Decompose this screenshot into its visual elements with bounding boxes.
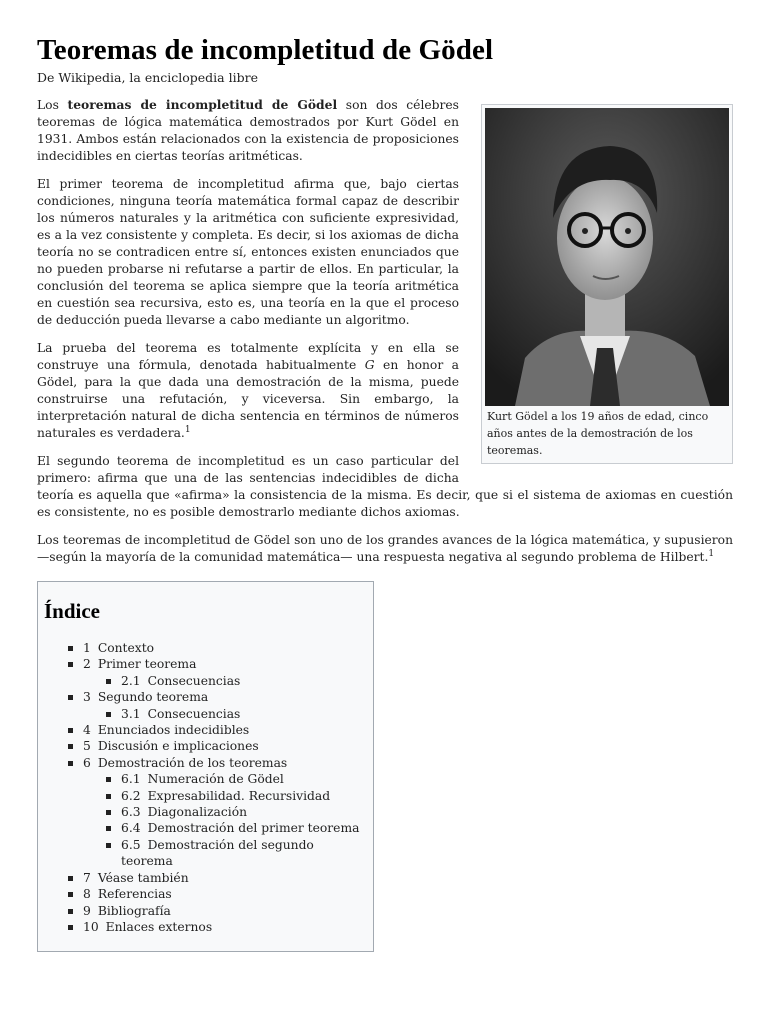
toc-item[interactable]: 4 Enunciados indecidibles [44,722,367,738]
toc-subitem[interactable]: 3.1 Consecuencias [44,706,367,722]
toc-subitem[interactable]: 6.4 Demostración del primer teorema [44,820,367,836]
article-subject: teoremas de incompletitud de Gödel [67,97,338,112]
toc-item[interactable]: 6 Demostración de los teoremas [44,755,367,771]
portrait-photo[interactable] [485,108,729,406]
toc-list [44,640,367,935]
toc-subitem[interactable]: 6.2 Expresabilidad. Recursividad [44,788,367,804]
toc-item[interactable]: 7 Véase también [44,870,367,886]
article [37,30,733,952]
intro-paragraph-1: Los teoremas de incompletitud de Gödel son dos célebres teoremas de lógica matemática demostrados por Kurt Gödel en 1931. Ambos están relacionados con la existencia de proposiciones indecidibles en ciertas teorías aritméticas. [37,97,459,163]
intro-paragraph-2: El primer teorema de incompletitud afirma que, bajo ciertas condiciones, ninguna teoría matemática formal capaz de describir los números naturales y la aritmética con suficiente expresividad, es a la vez consistente y completa. Es decir, si los axiomas de dicha teoría no se contradicen entre sí, entonces existen enunciados que no pueden probarse ni refutarse a partir de ellos. En particular, la conclusión del teorema se aplica siempre que la teoría aritmética en cuestión sea recursiva, esto es, una teoría en la que el proceso de deducción pueda llevarse a cabo mediante un algoritmo. [37,177,459,327]
figure-caption: Kurt Gödel a los 19 años de edad, cinco años antes de la demostración de los teoremas. [487,410,709,457]
toc-item[interactable]: 1 Contexto [44,640,367,656]
toc-subitem[interactable]: 6.3 Diagonalización [44,804,367,820]
site-tagline: De Wikipedia, la enciclopedia libre [37,70,258,85]
toc-subitem[interactable]: 6.1 Numeración de Gödel [44,771,367,787]
intro-paragraph-5: Los teoremas de incompletitud de Gödel son uno de los grandes avances de la lógica matemática, y supusieron —según la mayoría de la comunidad matemática— una respuesta negativa al segundo problema de Hilbert.$^1$ [37,533,733,564]
toc-item[interactable]: 2 Primer teorema [44,656,367,672]
reference-link[interactable]: 1 [184,424,191,435]
reference-link[interactable]: 1 [708,548,715,559]
table-of-contents [37,581,374,952]
toc-item[interactable]: 5 Discusión e implicaciones [44,738,367,754]
toc-item[interactable]: 9 Bibliografía [44,903,367,919]
toc-subitem[interactable]: 6.5 Demostración del segundo teorema [44,837,367,870]
toc-item[interactable]: 10 Enlaces externos [44,919,367,935]
intro-paragraph-4: El segundo teorema de incompletitud es un caso particular del primero: afirma que una de las sentencias indecidibles de dicha teoría es aquella que «afirma» la consistencia de la misma. Es decir, que si el sistema de axiomas en cuestión es consistente, no es posible demostrarlo mediante dichos axiomas. [37,454,733,519]
toc-title: Índice [44,599,101,623]
intro-paragraph-3: La prueba del teorema es totalmente explícita y en ella se construye una fórmula, denotada habitualmente G en honor a Gödel, para la que dada una demostración de la misma, puede construirse una refutación, y viceversa. Sin embargo, la interpretación natural de dicha sentencia en términos de números naturales es verdadera.$^1$ [37,341,460,440]
toc-item[interactable]: 3 Segundo teorema [44,689,367,705]
toc-item[interactable]: 8 Referencias [44,886,367,902]
toc-subitem[interactable]: 2.1 Consecuencias [44,673,367,689]
page-title: Teoremas de incompletitud de Gödel [37,34,494,66]
portrait-figure [481,104,733,464]
